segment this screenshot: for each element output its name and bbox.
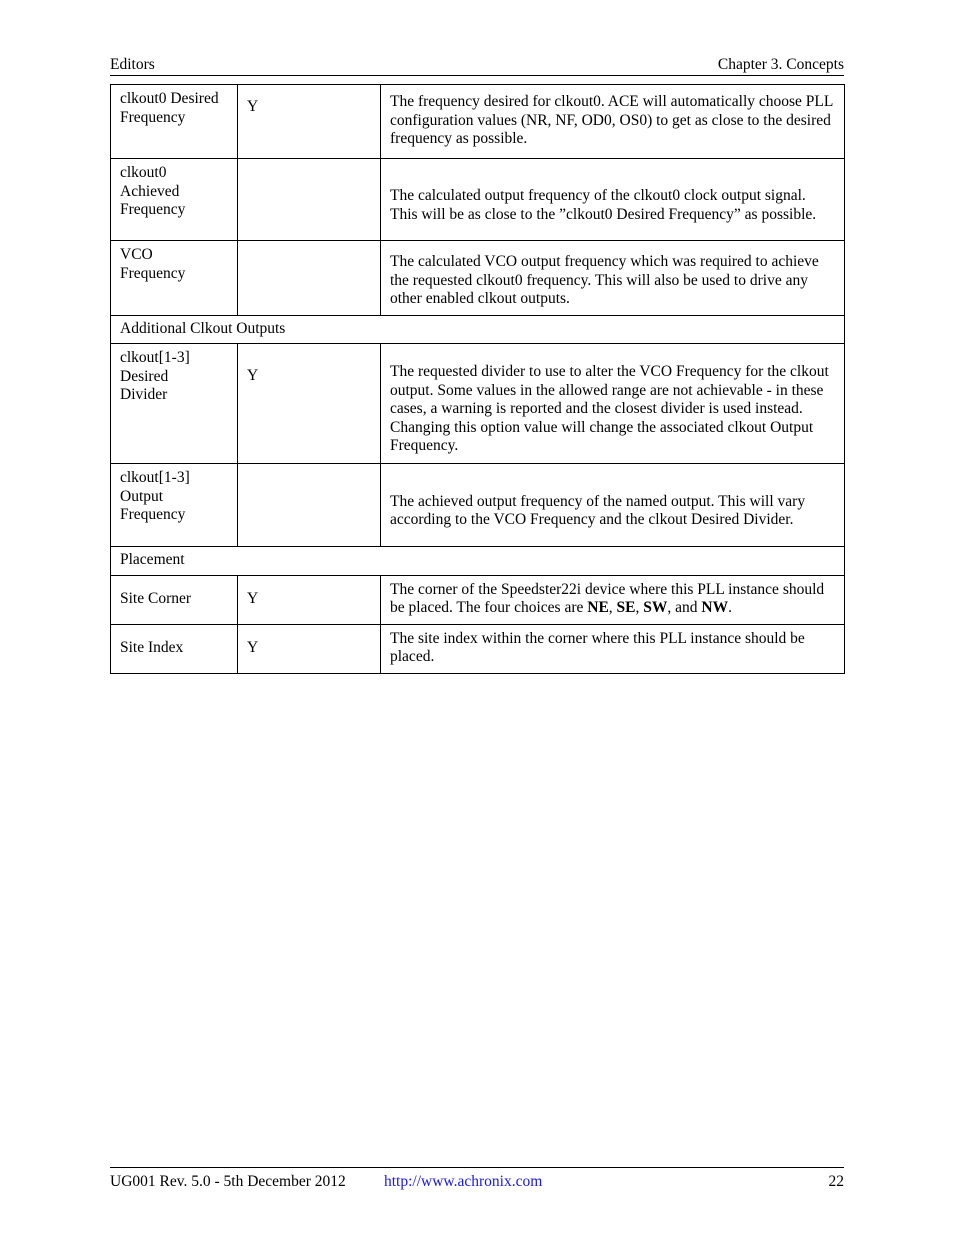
document-revision: UG001 Rev. 5.0 - 5th December 2012 [110, 1173, 346, 1190]
param-name-cell [111, 624, 238, 673]
param-name: Site Corner [120, 589, 192, 607]
footer-rule [110, 1167, 844, 1168]
param-flag: Y [247, 98, 259, 115]
param-name-cell [111, 464, 238, 547]
param-description [390, 93, 833, 147]
header-section-title: Editors [110, 56, 155, 73]
section-heading: Placement [120, 551, 185, 568]
param-description-cell [381, 624, 845, 673]
table-row [111, 159, 845, 241]
table-row [111, 85, 845, 159]
param-flag: Y [247, 589, 259, 607]
section-heading-cell [111, 315, 845, 344]
table-section-row [111, 547, 845, 576]
table-row [111, 241, 845, 316]
website-link[interactable]: http://www.achronix.com [384, 1173, 543, 1190]
param-description-cell [381, 344, 845, 464]
text-run: The calculated VCO output frequency which was required to achieve the requested clkout0 frequency. This will also be used to drive any other enabled clkout outputs. [390, 253, 819, 307]
param-description-cell [381, 159, 845, 241]
param-flag-cell [238, 575, 381, 624]
param-flag-cell [238, 241, 381, 316]
header-rule [110, 75, 844, 76]
param-description-cell [381, 241, 845, 316]
param-name-cell [111, 575, 238, 624]
param-name-cell [111, 85, 238, 159]
bold-text-run: NW [701, 599, 729, 616]
param-flag-cell [238, 344, 381, 464]
param-name: clkout0 Achieved Frequency [120, 164, 186, 218]
table-row [111, 464, 845, 547]
param-flag-cell [238, 159, 381, 241]
param-description-cell [381, 575, 845, 624]
table-row [111, 575, 845, 624]
param-description [390, 363, 829, 454]
text-run: The site index within the corner where this PLL instance should be placed. [390, 629, 805, 665]
bold-text-run: SW [643, 599, 668, 616]
bold-text-run: SE [616, 599, 636, 616]
param-flag-cell [238, 624, 381, 673]
param-description-cell [381, 85, 845, 159]
table-row [111, 624, 845, 673]
param-name-cell [111, 159, 238, 241]
text-run: The calculated output frequency of the clkout0 clock output signal. This will be as close to the ”clkout0 Desired Frequency” as possible. [390, 187, 817, 223]
param-description-cell [381, 464, 845, 547]
param-flag-cell [238, 85, 381, 159]
section-heading: Additional Clkout Outputs [120, 319, 286, 337]
page-number: 22 [828, 1173, 844, 1190]
table-row [111, 344, 845, 464]
param-flag-cell [238, 464, 381, 547]
param-name: clkout[1-3] Output Frequency [120, 469, 190, 523]
param-description [390, 253, 819, 307]
param-name-cell [111, 241, 238, 316]
param-description [390, 493, 805, 529]
text-run: The frequency desired for clkout0. ACE will automatically choose PLL configuration values (NR, NF, OD0, OS0) to get as close to the desired frequency as possible. [390, 93, 833, 148]
table-section-row [111, 315, 845, 344]
param-flag: Y [247, 638, 259, 656]
param-description [390, 187, 816, 223]
table-body [111, 85, 845, 674]
section-heading-cell [111, 547, 845, 576]
text-run: , [608, 599, 617, 616]
page-footer [110, 1173, 844, 1193]
param-name: Site Index [120, 638, 184, 656]
param-description [390, 581, 824, 617]
param-name: clkout0 Desired Frequency [120, 90, 219, 126]
pll-parameters-table [110, 84, 845, 674]
text-run: The achieved output frequency of the named output. This will vary according to the VCO Frequency and the clkout Desired Divider. [390, 492, 806, 528]
bold-text-run: NE [587, 599, 609, 616]
param-name: clkout[1-3] Desired Divider [120, 349, 190, 403]
text-run: , [635, 599, 644, 616]
param-description [390, 630, 805, 666]
text-run: , and [667, 599, 702, 616]
page-header [110, 54, 844, 74]
param-name-cell [111, 344, 238, 464]
text-run: The corner of the Speedster22i device where this PLL instance should be placed. The four choices are [390, 580, 825, 616]
param-flag: Y [247, 367, 259, 384]
text-run: . [728, 599, 732, 616]
header-chapter-title: Chapter 3. Concepts [717, 56, 844, 73]
text-run: The requested divider to use to alter the VCO Frequency for the clkout output. Some values in the allowed range are not achievable - in these cases, a warning is reported and the closest divider is used instead. Changing this option value will change the associated clkout Output Frequency. [390, 363, 829, 455]
param-name: VCO Frequency [120, 246, 186, 282]
